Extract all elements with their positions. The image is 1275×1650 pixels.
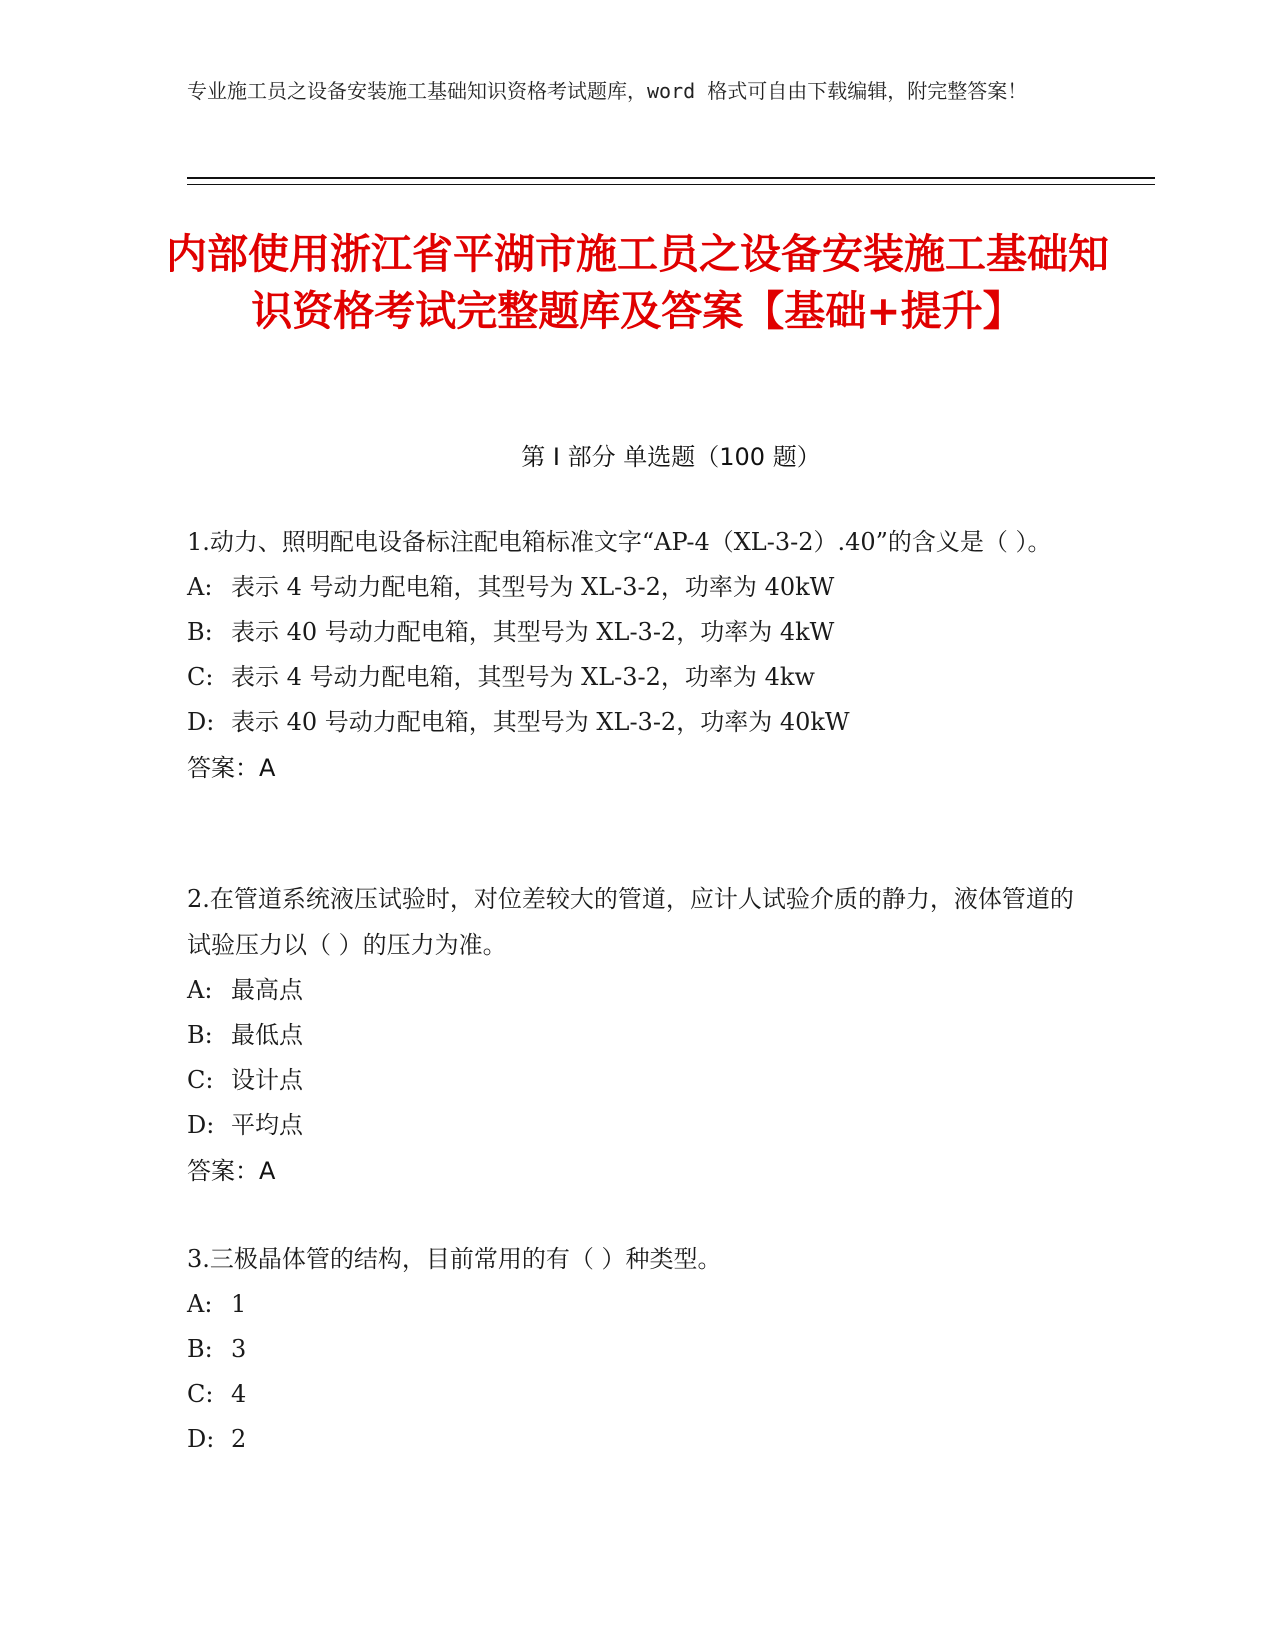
option-c: C: 设计点: [187, 1066, 303, 1094]
answer-label: 答案：A: [187, 754, 276, 782]
question-2: [187, 876, 1087, 1194]
header-note: 专业施工员之设备安装施工基础知识资格考试题库，word 格式可自由下载编辑，附完整答案！: [187, 79, 1028, 103]
option-d: D: 表示 40 号动力配电箱，其型号为 XL-3-2，功率为 40kW: [187, 708, 850, 736]
header-divider-thick: [187, 177, 1155, 179]
option-a: A: 表示 4 号动力配电箱，其型号为 XL-3-2，功率为 40kW: [187, 573, 835, 601]
section-title: 第 I 部分 单选题（100 题）: [521, 443, 821, 471]
option-b: B: 3: [187, 1335, 247, 1363]
question-1: [187, 519, 1087, 791]
option-a: A: 最高点: [187, 976, 303, 1004]
document-title: 内部使用浙江省平湖市施工员之设备安装施工基础知识资格考试完整题库及答案【基础+提升】: [166, 230, 1109, 335]
answer-label: 答案：A: [187, 1157, 276, 1185]
option-b: B: 最低点: [187, 1021, 303, 1049]
question-text: 2.在管道系统液压试验时，对位差较大的管道，应计人试验介质的静力，液体管道的试验压力以（ ）的压力为准。: [187, 885, 1074, 959]
option-d: D: 2: [187, 1425, 247, 1453]
option-c: C: 表示 4 号动力配电箱，其型号为 XL-3-2，功率为 4kw: [187, 663, 815, 691]
question-3: [187, 1236, 1087, 1462]
option-a: A: 1: [187, 1290, 247, 1318]
option-d: D: 平均点: [187, 1111, 303, 1139]
option-b: B: 表示 40 号动力配电箱，其型号为 XL-3-2，功率为 4kW: [187, 618, 835, 646]
question-text: 1.动力、照明配电设备标注配电箱标准文字“AP-4（XL-3-2）.40”的含义是（ ）。: [187, 528, 1052, 556]
question-text: 3.三极晶体管的结构，目前常用的有（ ）种类型。: [187, 1245, 722, 1273]
header-divider-thin: [187, 184, 1155, 185]
option-c: C: 4: [187, 1380, 247, 1408]
